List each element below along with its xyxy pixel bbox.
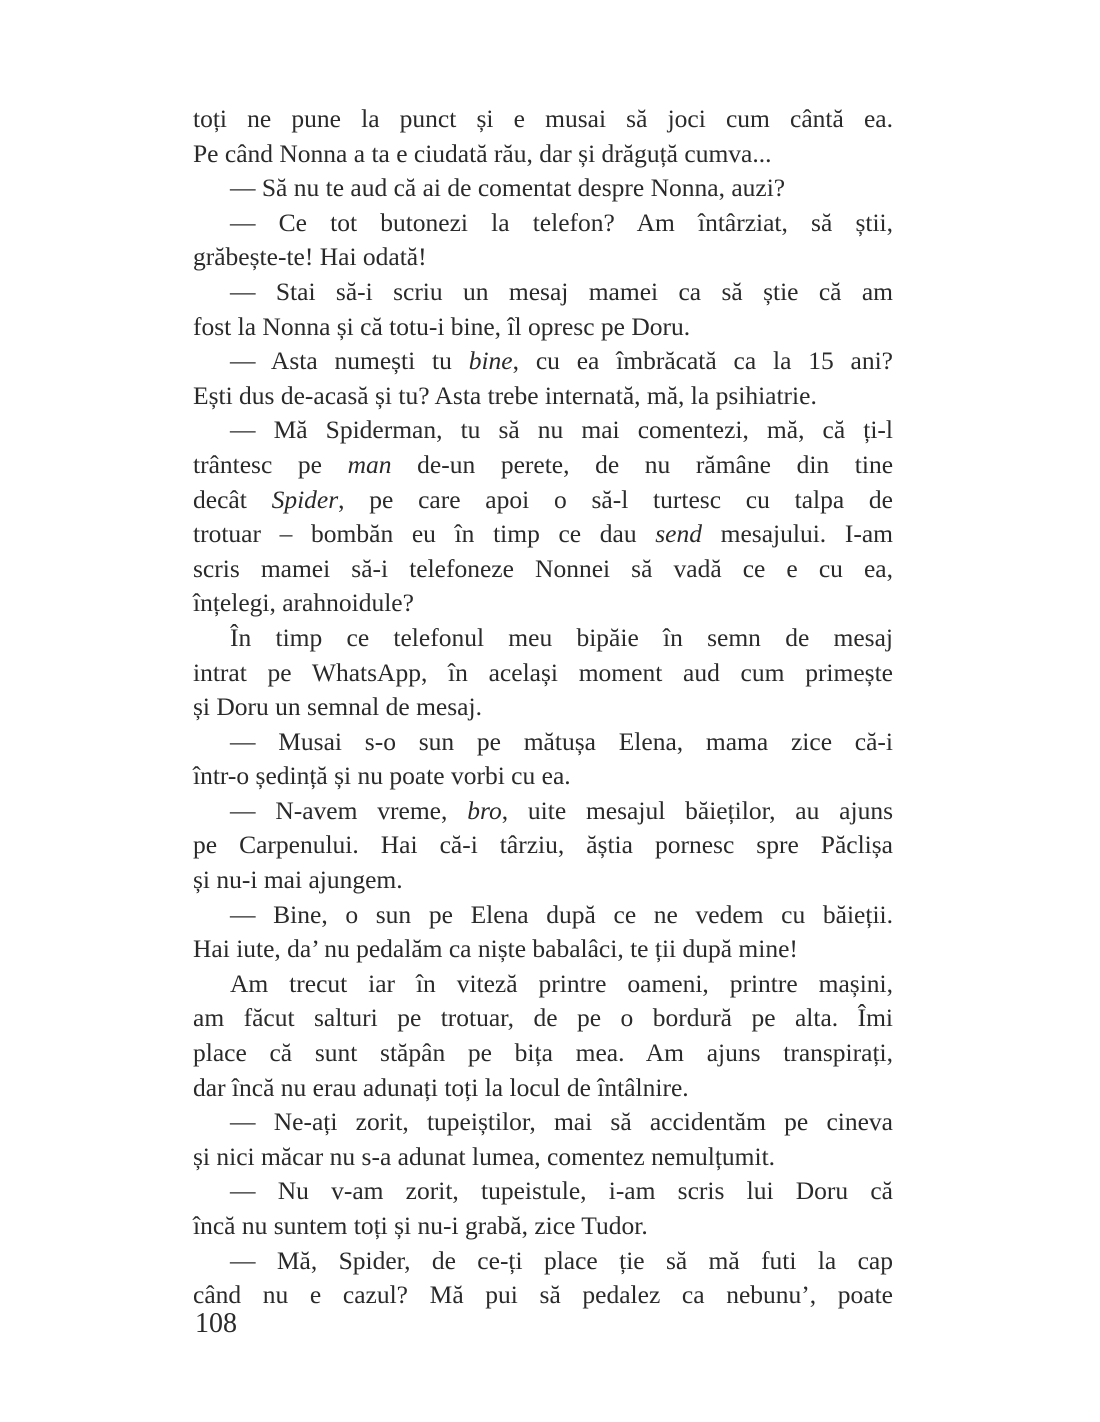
text-line (193, 828, 893, 863)
text-line (193, 206, 893, 241)
text-span: dar încă nu erau adunați toți la locul de întâlnire. (193, 1072, 689, 1102)
italic-word: Spider (271, 484, 339, 514)
text-span: Hai iute, da’ nu pedalăm ca niște babalâci, te ții după mine! (193, 934, 798, 964)
text-line (193, 413, 893, 448)
text-span: de-un perete, de nu rămâne din tine (391, 449, 893, 479)
text-line (193, 690, 893, 725)
text-span: Am trecut iar în viteză printre oameni, printre mașini, (230, 968, 893, 998)
text-line (193, 171, 893, 206)
text-line (193, 1140, 893, 1175)
text-line (193, 932, 893, 967)
text-line (193, 137, 893, 172)
text-span: , cu ea îmbrăcată ca la 15 ani? (512, 346, 893, 376)
text-span: mesajului. I-am (702, 519, 893, 549)
italic-word: bine (468, 346, 513, 376)
text-span: trotuar – bombăn eu în timp ce dau (193, 519, 656, 549)
italic-word: man (347, 449, 392, 479)
text-line (193, 1209, 893, 1244)
text-line (193, 379, 893, 414)
text-span: decât (193, 484, 272, 514)
page-number: 108 (195, 1308, 237, 1339)
text-span: într-o ședință și nu poate vorbi cu ea. (193, 761, 571, 791)
text-line (193, 863, 893, 898)
text-line (193, 1278, 893, 1313)
italic-word: send (655, 519, 702, 549)
text-span: , uite mesajul băieților, au ajuns (501, 795, 893, 825)
text-span: și nu-i mai ajungem. (193, 865, 403, 895)
text-line (193, 344, 893, 379)
text-span: — Mă Spiderman, tu să nu mai comentezi, mă, că ți-l (230, 415, 893, 445)
text-span: Ești dus de-acasă și tu? Asta trebe internată, mă, la psihiatrie. (193, 380, 817, 410)
text-line (193, 1036, 893, 1071)
text-span: trântesc pe (193, 449, 348, 479)
text-span: și nici măcar nu s-a adunat lumea, comentez nemulțumit. (193, 1141, 776, 1171)
text-span: — Musai s-o sun pe mătușa Elena, mama zice că-i (230, 726, 893, 756)
italic-word: bro (467, 795, 502, 825)
text-span: — Să nu te aud că ai de comentat despre Nonna, auzi? (230, 173, 786, 203)
text-span: am făcut salturi pe trotuar, de pe o bordură pe alta. Îmi (193, 1003, 893, 1033)
text-span: Pe când Nonna a ta e ciudată rău, dar și drăguță cumva... (193, 138, 772, 168)
text-line (193, 656, 893, 691)
text-span: , pe care apoi o să-l turtesc cu talpa de (338, 484, 893, 514)
text-span: — N-avem vreme, (230, 795, 468, 825)
text-line (193, 759, 893, 794)
text-span: — Mă, Spider, de ce-ți place ție să mă futi la cap (230, 1245, 893, 1275)
text-span: când nu e cazul? Mă pui să pedalez ca nebunu’, poate (193, 1280, 893, 1310)
text-span: intrat pe WhatsApp, în același moment aud cum primește (193, 657, 893, 687)
text-span: scris mamei să-i telefoneze Nonnei să vadă ce e cu ea, (193, 553, 893, 583)
text-line (193, 725, 893, 760)
text-span: — Ne-ați zorit, tupeiștilor, mai să accidentăm pe cineva (230, 1107, 893, 1137)
text-line (193, 586, 893, 621)
text-line (193, 898, 893, 933)
text-line (193, 102, 893, 137)
text-span: înțelegi, arahnoidule? (193, 588, 414, 618)
text-span: place că sunt stăpân pe bița mea. Am ajuns transpirați, (193, 1038, 893, 1068)
text-line (193, 621, 893, 656)
body-text (193, 102, 893, 1313)
text-line (193, 310, 893, 345)
text-line (193, 275, 893, 310)
text-line (193, 448, 893, 483)
text-line (193, 240, 893, 275)
text-span: În timp ce telefonul meu bipăie în semn de mesaj (230, 622, 893, 652)
text-span: — Asta numești tu (230, 346, 469, 376)
text-span: — Bine, o sun pe Elena după ce ne vedem cu băieții. (230, 899, 893, 929)
text-line (193, 1001, 893, 1036)
text-span: grăbește-te! Hai odată! (193, 242, 427, 272)
text-span: toți ne pune la punct și e musai să joci cum cântă ea. (193, 104, 893, 133)
text-span: și Doru un semnal de mesaj. (193, 692, 482, 722)
text-line (193, 483, 893, 518)
text-span: pe Carpenului. Hai că-i târziu, ăștia pornesc spre Păclișa (193, 830, 893, 860)
text-span: — Stai să-i scriu un mesaj mamei ca să știe că am (230, 276, 893, 306)
text-line (193, 552, 893, 587)
text-line (193, 517, 893, 552)
text-line (193, 967, 893, 1002)
text-span: — Ce tot butonezi la telefon? Am întârziat, să știi, (230, 207, 893, 237)
text-line (193, 1174, 893, 1209)
text-line (193, 794, 893, 829)
text-span: încă nu suntem toți și nu-i grabă, zice Tudor. (193, 1211, 648, 1240)
text-line (193, 1244, 893, 1279)
text-line (193, 1105, 893, 1140)
text-span: fost la Nonna și că totu-i bine, îl opresc pe Doru. (193, 311, 691, 341)
text-line (193, 1071, 893, 1106)
text-span: — Nu v-am zorit, tupeistule, i-am scris lui Doru că (230, 1176, 893, 1206)
